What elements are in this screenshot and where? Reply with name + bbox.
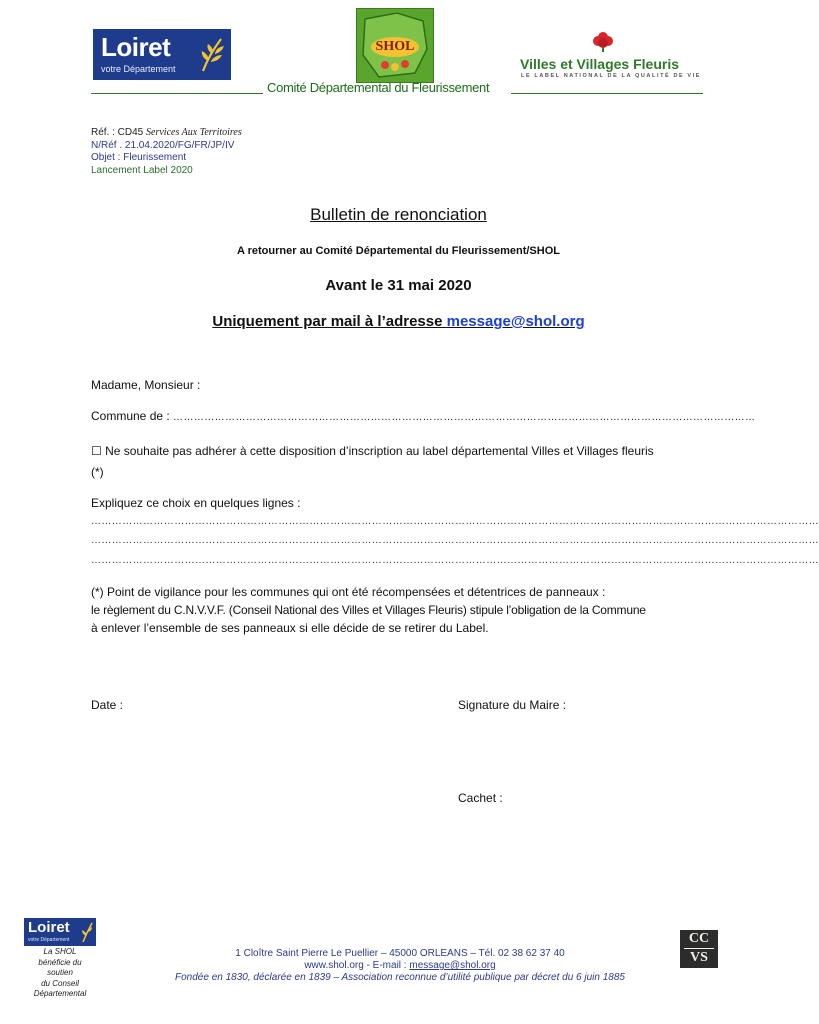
support-note-line: Départemental	[33, 989, 87, 998]
wheat-icon	[81, 921, 93, 943]
date-label: Date :	[91, 698, 124, 712]
support-note-line: soutien	[47, 968, 73, 977]
explain-line-1[interactable]: …………………………………………………………………………………………………………………………………………………………………………………………	[91, 516, 819, 527]
object-line: Objet : Fleurissement	[91, 152, 187, 163]
shol-logo	[356, 8, 434, 83]
footer-loiret-logo	[24, 918, 96, 946]
loiret-logo-name: Loiret	[101, 32, 171, 62]
mail-link[interactable]: message@shol.org	[446, 313, 585, 330]
deadline: Avant le 31 mai 2020	[325, 277, 472, 294]
footer-founded: Fondée en 1830, déclarée en 1839 – Association reconnue d’utilité publique par décret du 6 juin 1885	[175, 972, 625, 983]
reference-line	[91, 127, 242, 140]
wheat-icon	[199, 35, 225, 73]
stamp-label: Cachet :	[458, 791, 503, 805]
support-note-line: La SHOL	[43, 947, 77, 956]
footer-contact	[100, 948, 700, 984]
header-rule-left	[91, 93, 263, 94]
shol-badge: SHOL	[371, 37, 419, 57]
checkbox-icon[interactable]: ☐	[91, 444, 102, 458]
our-reference: N/Réf . 21.04.2020/FG/FR/JP/IV	[91, 139, 235, 151]
ccvs-logo	[680, 930, 718, 968]
signature-label: Signature du Maire :	[458, 698, 567, 712]
vvf-logo-tagline: LE LABEL NATIONAL DE LA QUALITÉ DE VIE	[521, 73, 702, 79]
explain-label: Expliquez ce choix en quelques lignes :	[91, 496, 301, 510]
header-rule-right	[511, 93, 703, 94]
villes-villages-fleuris-logo	[515, 30, 702, 80]
vigilance-line-1: (*) Point de vigilance pour les communes qui ont été récompensées et détentrices de panneaux :	[91, 585, 606, 599]
reference-block	[91, 127, 242, 177]
commune-label: Commune de :	[91, 409, 174, 423]
opt-out-note: (*)	[91, 465, 104, 479]
launch-line: Lancement Label 2020	[91, 164, 193, 176]
opt-out-option	[91, 444, 654, 458]
flower-icon	[592, 30, 614, 52]
footer-web	[100, 960, 700, 972]
explain-line-3[interactable]: …………………………………………………………………………………………………………………………………………………………………………………………	[91, 555, 819, 566]
opt-out-text: Ne souhaite pas adhérer à cette disposition d’inscription au label départemental Villes et Villages fleuris	[101, 444, 654, 458]
comite-title: Comité Départemental du Fleurissement	[267, 80, 490, 95]
explain-line-2[interactable]: …………………………………………………………………………………………………………………………………………………………………………………………	[91, 535, 819, 546]
support-note	[24, 947, 96, 1000]
mail-prefix: Uniquement par mail à l’adresse	[212, 313, 447, 330]
reference-service: Services Aux Territoires	[146, 127, 242, 138]
reference-label: Réf. : CD45	[91, 127, 144, 138]
vvf-logo-name: Villes et Villages Fleuris	[520, 56, 680, 72]
mail-instruction	[0, 313, 797, 330]
vigilance-line-2: le règlement du C.N.V.V.F. (Conseil National des Villes et Villages Fleuris) stipule l’obligation de la Commune	[91, 603, 646, 617]
footer-address: 1 Cloître Saint Pierre Le Puellier – 45000 ORLEANS – Tél. 02 38 62 37 40	[235, 948, 565, 959]
comite-header	[91, 80, 703, 96]
footer-email-link[interactable]: message@shol.org	[409, 960, 496, 971]
commune-field[interactable]	[91, 409, 756, 423]
footer-loiret-sub: votre Département	[28, 937, 70, 943]
support-note-line: bénéficie du	[38, 957, 82, 967]
document-title: Bulletin de renonciation	[310, 205, 487, 224]
commune-dots: ……………………………………………………………………………………………………………………………………………………	[173, 412, 756, 423]
footer-web-prefix: www.shol.org - E-mail :	[304, 960, 410, 971]
salutation: Madame, Monsieur :	[91, 378, 201, 392]
ccvs-bottom: VS	[690, 950, 708, 965]
support-note-line: du Conseil	[41, 978, 79, 988]
loiret-logo	[93, 29, 231, 80]
footer-loiret-name: Loiret	[28, 919, 70, 936]
return-instruction: A retourner au Comité Départemental du Fleurissement/SHOL	[237, 245, 560, 257]
ccvs-top: CC	[688, 931, 710, 946]
vigilance-line-3: à enlever l’ensemble de ses panneaux si elle décide de se retirer du Label.	[91, 621, 489, 635]
loiret-logo-subtitle: votre Département	[101, 64, 176, 74]
